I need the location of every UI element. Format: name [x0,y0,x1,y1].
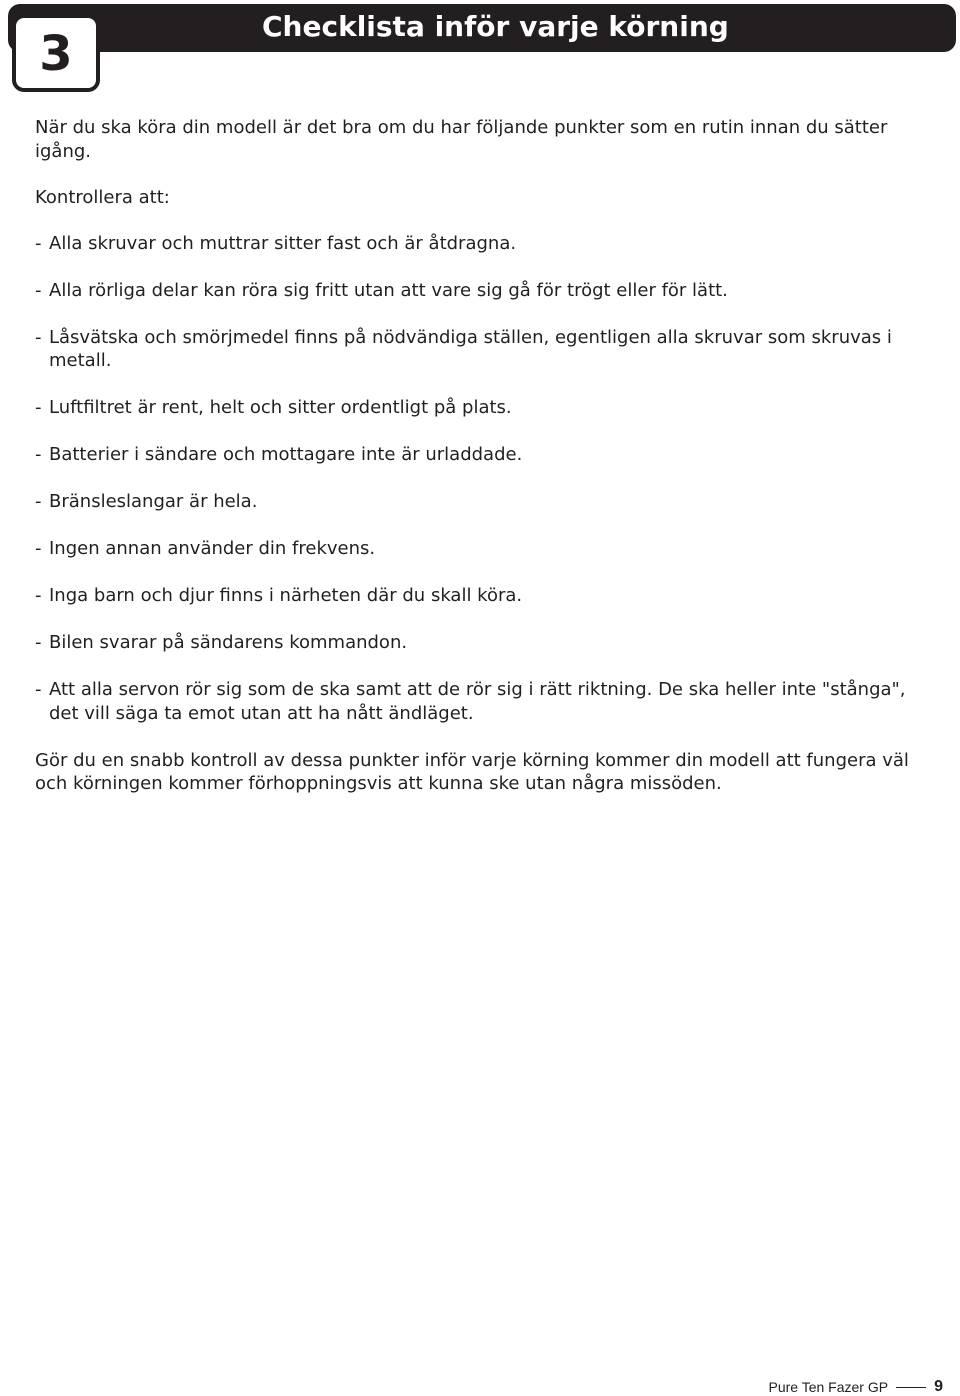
checklist-item-text: Alla rörliga delar kan röra sig fritt utan att vare sig gå för trögt eller för lätt. [49,279,728,301]
bullet-dash: - [35,679,42,700]
checklist-item-text: Ingen annan använder din frekvens. [49,538,376,559]
checklist-item-text: Luftfiltret är rent, helt och sitter ordentligt på plats. [49,397,512,418]
bullet-dash: - [35,279,42,301]
footer-divider [896,1387,926,1388]
checklist-item [35,396,915,420]
closing-paragraph: Gör du en snabb kontroll av dessa punkter inför varje körning kommer din modell att fungera väl och körningen kommer förhoppningsvis att kunna ske utan några missöden. [35,749,909,794]
bullet-dash: - [35,538,42,559]
checklist-item-text: Att alla servon rör sig som de ska samt att de rör sig i rätt riktning. De ska heller inte "stånga", det vill säga ta emot utan att ha nått ändläget. [49,679,906,724]
bullet-dash: - [35,232,42,254]
main-content [35,116,915,796]
checklist-item [35,490,915,514]
page-title: Checklista inför varje körning [262,10,729,43]
checklist-item [35,584,915,608]
checklist-lead: Kontrollera att: [35,187,170,208]
checklist-item-text: Bilen svarar på sändarens kommandon. [49,632,408,653]
checklist-item [35,279,915,303]
bullet-dash: - [35,326,42,348]
footer-product-name: Pure Ten Fazer GP [768,1379,889,1395]
chapter-badge [12,14,100,92]
page-footer [769,1378,943,1396]
checklist-item [35,537,915,561]
checklist-item [35,443,915,467]
bullet-dash: - [35,444,42,465]
checklist-item [35,631,915,655]
bullet-dash: - [35,397,42,418]
checklist-item-text: Inga barn och djur finns i närheten där du skall köra. [49,585,523,606]
bullet-dash: - [35,491,42,512]
checklist-item [35,232,915,256]
checklist-item [35,678,915,725]
checklist-item [35,326,915,373]
chapter-number: 3 [39,26,73,82]
page-number: 9 [934,1378,943,1395]
checklist-item-text: Batterier i sändare och mottagare inte är urladdade. [49,444,523,465]
bullet-dash: - [35,632,42,653]
checklist-item-text: Låsvätska och smörjmedel finns på nödvändiga ställen, egentligen alla skruvar som skruvas i metall. [49,326,892,371]
checklist-item-text: Alla skruvar och muttrar sitter fast och är åtdragna. [49,232,517,254]
bullet-dash: - [35,585,42,606]
intro-paragraph: När du ska köra din modell är det bra om du har följande punkter som en rutin innan du sätter igång. [35,117,888,162]
checklist [35,232,915,726]
checklist-item-text: Bränsleslangar är hela. [49,491,258,512]
